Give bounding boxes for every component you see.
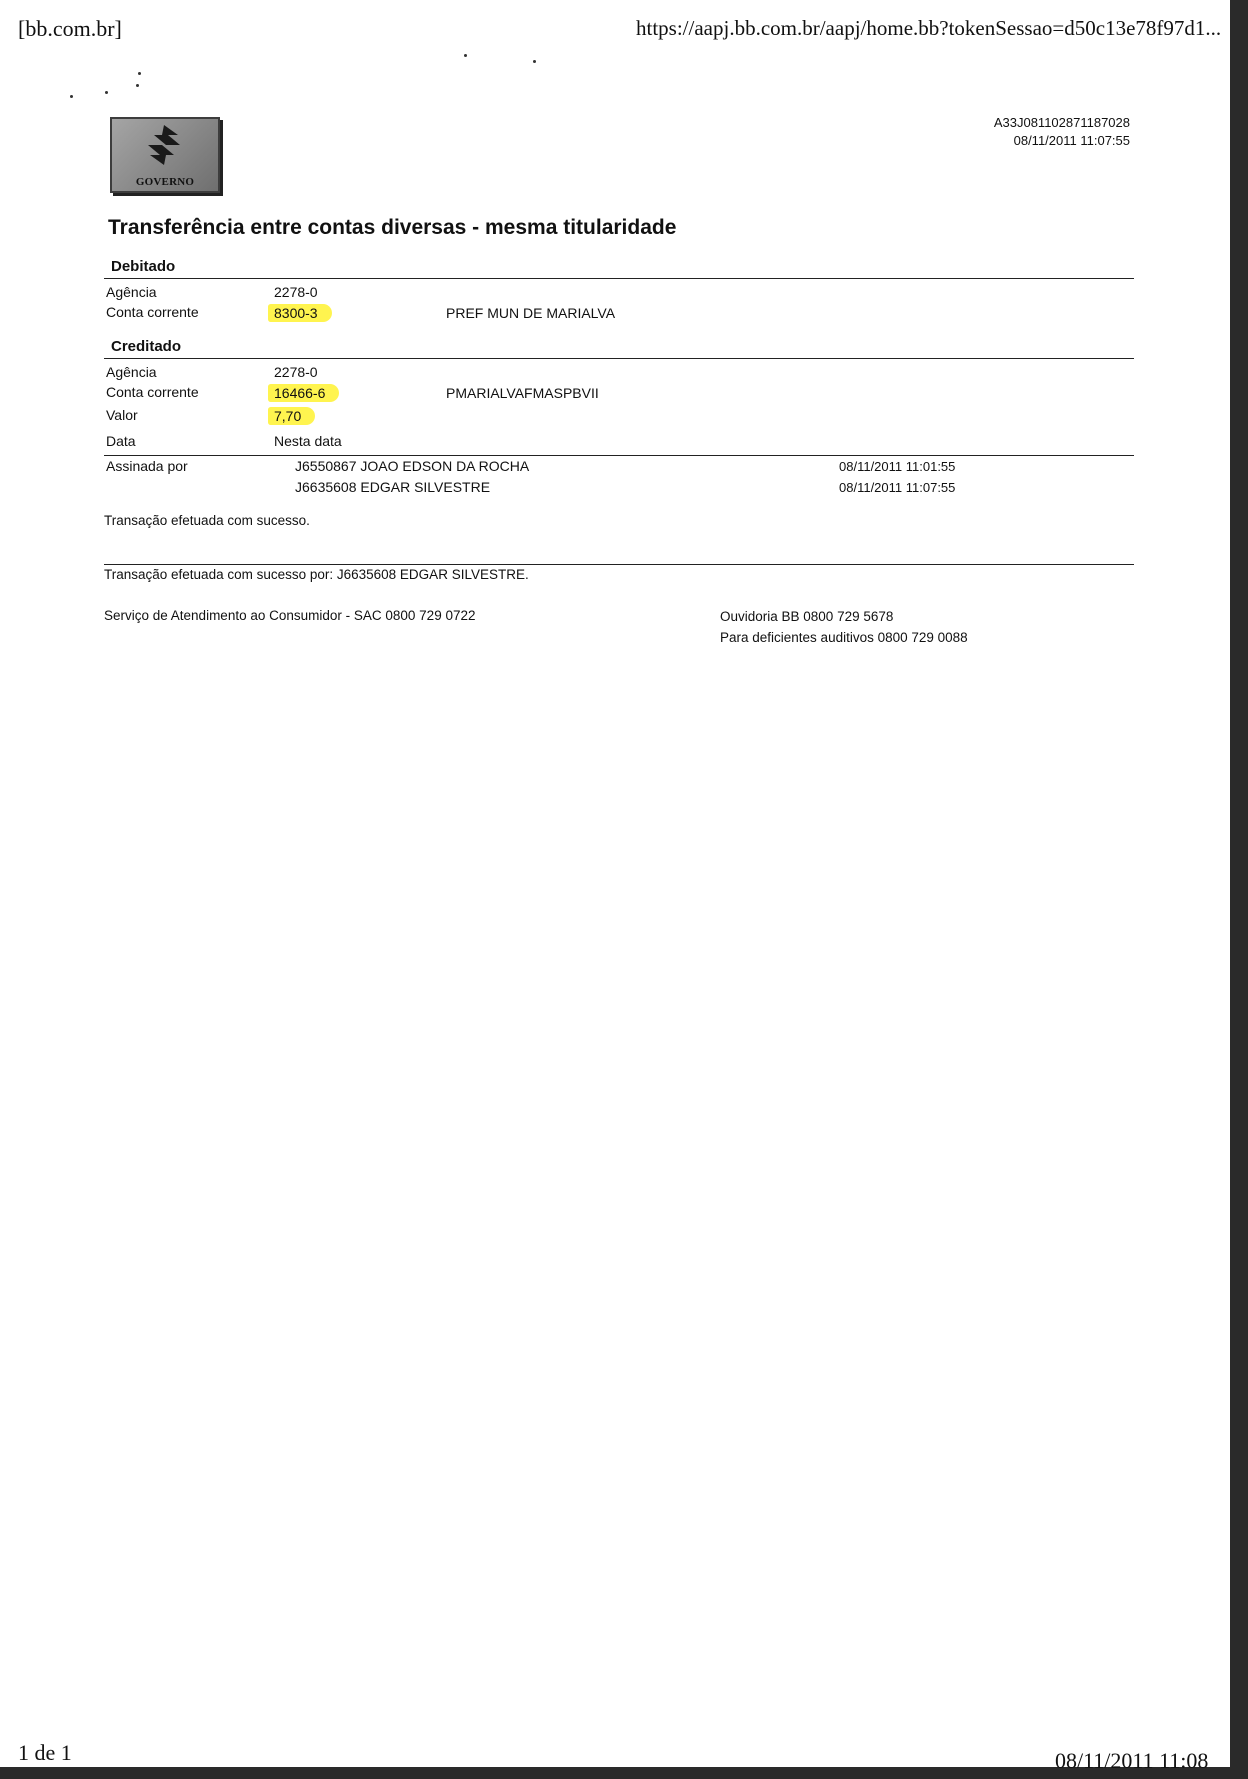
debitado-heading: Debitado [111,258,176,275]
highlighted-valor: 7,70 [268,407,315,425]
data-value: Nesta data [274,433,342,449]
document-meta [994,114,1130,150]
highlighted-conta: 8300-3 [268,304,332,322]
divider [104,455,1134,456]
signer-name: J6635608 EDGAR SILVESTRE [295,479,491,495]
debitado-agencia-value: 2278-0 [274,284,318,300]
bank-logo [110,117,220,193]
creditado-titular: PMARIALVAFMASPBVII [446,385,599,401]
highlighted-conta: 16466-6 [268,384,339,402]
print-page-number: 1 de 1 [18,1740,72,1765]
ouvidoria-contact: Ouvidoria BB 0800 729 5678 [720,609,894,624]
valor-value [274,407,315,425]
sac-contact: Serviço de Atendimento ao Consumidor - SAC 0800 729 0722 [104,608,476,623]
valor-label: Valor [106,407,138,423]
signer-time: 08/11/2011 11:01:55 [839,459,956,474]
data-label: Data [106,433,136,449]
debitado-titular: PREF MUN DE MARIALVA [446,305,616,321]
creditado-agencia-label: Agência [106,364,157,380]
creditado-conta-label: Conta corrente [106,384,199,400]
document-id: A33J081102871187028 [993,115,1130,130]
status-message: Transação efetuada com sucesso. [104,513,310,528]
creditado-agencia-value: 2278-0 [274,364,318,380]
print-header-url[interactable]: https://aapj.bb.com.br/aapj/home.bb?tokenSessao=d50c13e78f97d1... [636,16,1222,40]
status-by-message: Transação efetuada com sucesso por: J6635608 EDGAR SILVESTRE. [104,567,529,582]
page-title: Transferência entre contas diversas - mesma titularidade [108,216,677,239]
divider [104,358,1134,359]
signer-name: J6550867 JOAO EDSON DA ROCHA [295,458,530,474]
logo-label: GOVERNO [135,176,195,188]
divider [104,564,1134,565]
debitado-conta-label: Conta corrente [106,304,199,320]
document-timestamp: 08/11/2011 11:07:55 [1013,133,1130,148]
creditado-conta-value [274,384,339,402]
print-header-site: [bb.com.br] [18,16,122,41]
print-datetime: 08/11/2011 11:08 [1055,1748,1209,1773]
creditado-heading: Creditado [111,338,182,355]
debitado-conta-value [274,304,332,322]
assinada-label: Assinada por [106,458,188,474]
divider [104,278,1134,279]
deficientes-contact: Para deficientes auditivos 0800 729 0088 [720,630,968,645]
scan-edge-right [1230,0,1248,1779]
signer-time: 08/11/2011 11:07:55 [839,480,956,495]
bb-logo-icon [140,123,188,167]
debitado-agencia-label: Agência [106,284,157,300]
